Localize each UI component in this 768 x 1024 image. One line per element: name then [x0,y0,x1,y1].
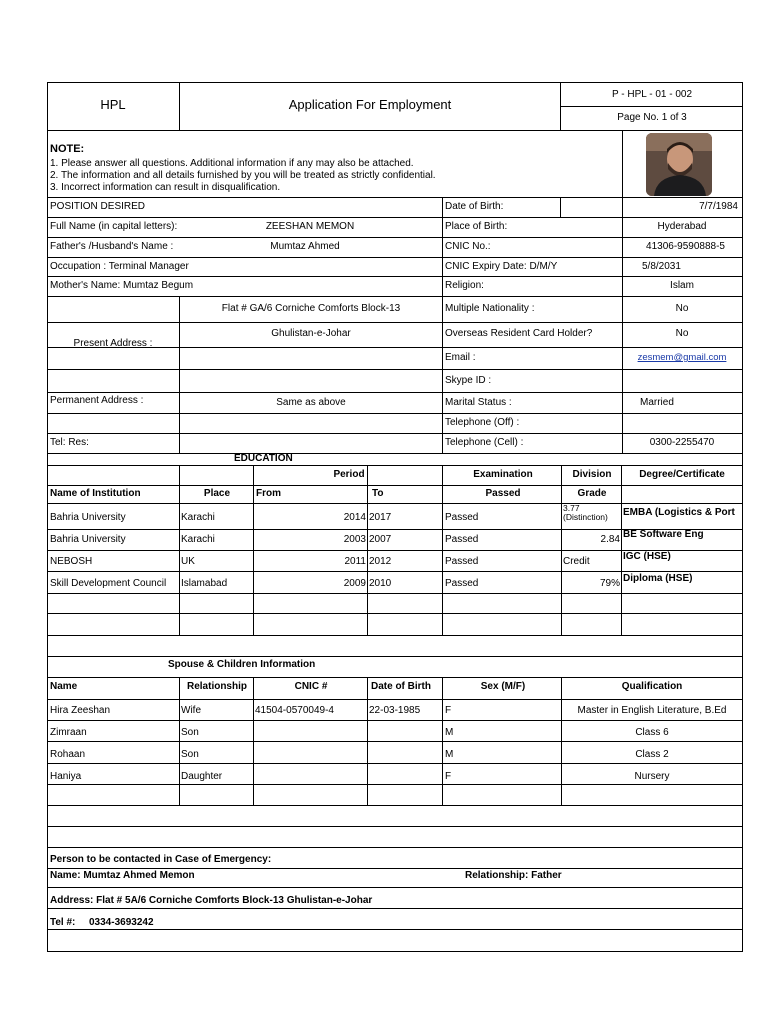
grid-hline [47,826,743,827]
nationality-value: No [675,303,689,314]
family-qualification: Class 6 [635,727,669,738]
emergency-tel-label: Tel #: [50,917,76,928]
grid-vline [179,296,180,453]
edu-to: 2012 [369,556,392,567]
family-name: Haniya [50,771,82,782]
grid-hline [47,720,743,721]
family-sex: F [445,705,452,716]
grid-hline [47,433,743,434]
family-name: Hira Zeeshan [50,705,111,716]
pob-label: Place of Birth: [445,221,508,232]
dob-value: 7/7/1984 [699,201,738,212]
family-qualification: Master in English Literature, B.Ed [577,705,727,716]
family-header-dob: Date of Birth [371,681,431,692]
family-relationship: Son [181,727,199,738]
grid-vline [179,677,180,805]
edu-header-grade: Grade [577,488,607,499]
grid-vline [622,197,623,453]
edu-exam: Passed [445,534,479,545]
edu-from: 2009 [343,578,366,589]
family-relationship: Son [181,749,199,760]
grid-hline [47,593,743,594]
grid-hline [47,369,743,370]
edu-header-place: Place [203,488,231,499]
grid-hline [47,847,743,848]
edu-header-division: Division [572,469,612,480]
applicant-photo [646,133,712,196]
tel-cell-value: 0300-2255470 [649,437,715,448]
edu-grade: 3.77 (Distinction) [563,503,608,522]
family-sex: F [445,771,452,782]
present-address-line-1: Flat # GA/6 Corniche Comforts Block-13 [221,303,401,314]
tel-off-label: Telephone (Off) : [445,417,520,428]
emergency-relationship: Relationship: Father [465,870,562,881]
position-label: POSITION DESIRED [50,201,146,212]
father-value: Mumtaz Ahmed [270,241,340,252]
edu-degree: IGC (HSE) [623,551,671,562]
family-relationship: Wife [181,705,201,716]
skype-label: Skype ID : [445,375,492,386]
occupation: Occupation : Terminal Manager [50,261,189,272]
grid-hline [47,237,743,238]
family-cnic: 41504-0570049-4 [255,705,334,716]
edu-institution: NEBOSH [50,556,93,567]
edu-header-degree: Degree/Certificate [639,469,725,480]
grid-hline [47,197,743,198]
grid-hline [47,635,743,636]
marital-label: Marital Status : [445,397,512,408]
grid-hline [47,784,743,785]
edu-from: 2014 [343,512,366,523]
emergency-address: Address: Flat # 5A/6 Corniche Comforts Block-13 Ghulistan-e-Johar [50,895,373,906]
grid-hline [47,465,743,466]
grid-hline [47,613,743,614]
family-name: Zimraan [50,727,87,738]
form-code: P - HPL - 01 - 002 [611,89,693,100]
grid-vline [622,130,623,197]
permanent-address-label: Permanent Address : [50,395,144,406]
family-dob: 22-03-1985 [369,705,421,716]
cnic-label: CNIC No.: [445,241,491,252]
grid-hline [47,805,743,806]
edu-header-to: To [372,488,384,499]
religion-value: Islam [670,280,694,291]
family-relationship: Daughter [181,771,223,782]
mother-name: Mother's Name: Mumtaz Begum [50,280,194,291]
nationality-label: Multiple Nationality : [445,303,535,314]
grid-vline [253,677,254,805]
marital-value: Married [640,397,674,408]
name-value: ZEESHAN MEMON [265,221,355,232]
grid-vline [560,197,561,217]
grid-hline [47,276,743,277]
cnic-value: 41306-9590888-5 [646,241,725,252]
overseas-label: Overseas Resident Card Holder? [445,328,593,339]
edu-degree: EMBA (Logistics & Port [623,507,735,518]
edu-place: UK [181,556,195,567]
grid-vline [442,465,443,635]
grid-hline [47,699,743,700]
note-line-1: 1. Please answer all questions. Additional information if any may also be attached. [50,158,414,169]
edu-grade: Credit [563,556,590,567]
edu-exam: Passed [445,512,479,523]
form-title: Application For Employment [288,97,452,112]
note-title: NOTE: [50,143,85,155]
edu-place: Islamabad [181,578,228,589]
family-header-cnic: CNIC # [294,681,328,692]
email-link[interactable]: zesmem@gmail.com [637,352,727,363]
dob-label: Date of Birth: [445,201,504,212]
edu-header-passed: Passed [485,488,521,499]
edu-institution: Bahria University [50,534,126,545]
emergency-tel-value: 0334-3693242 [89,917,154,928]
family-header-relationship: Relationship [186,681,247,692]
edu-to: 2017 [369,512,392,523]
edu-grade: 79% [599,578,620,589]
grid-hline [47,656,743,657]
edu-degree: Diploma (HSE) [623,573,693,584]
edu-header-period: Period [333,469,365,480]
grid-hline [47,130,743,131]
grid-hline [47,741,743,742]
edu-degree: BE Software Eng [623,529,704,540]
company-name: HPL [100,97,126,112]
family-title: Spouse & Children Information [168,659,316,670]
grid-vline [367,465,368,635]
note-line-2: 2. The information and all details furnished by you will be treated as strictly confidential. [50,170,436,181]
grid-hline [47,763,743,764]
edu-header-institution: Name of Institution [50,488,141,499]
religion-label: Religion: [445,280,484,291]
family-sex: M [445,727,454,738]
grid-hline [47,453,743,454]
grid-hline [47,217,743,218]
family-header-qualification: Qualification [621,681,683,692]
tel-res-label: Tel: Res: [50,437,89,448]
edu-place: Karachi [181,512,215,523]
edu-exam: Passed [445,556,479,567]
grid-hline [47,485,743,486]
cnic-expiry-value: 5/8/2031 [642,261,681,272]
grid-hline [47,296,743,297]
permanent-address-value: Same as above [276,397,346,408]
grid-hline [47,413,743,414]
grid-vline [367,677,368,805]
edu-header-from: From [256,488,281,499]
grid-hline [47,503,743,504]
edu-place: Karachi [181,534,215,545]
grid-vline [442,197,443,453]
grid-hline [47,571,743,572]
edu-from: 2003 [343,534,366,545]
edu-to: 2007 [369,534,392,545]
present-address-label: Present Address : [73,338,153,349]
grid-vline [442,677,443,805]
grid-hline [47,929,743,930]
email-label: Email : [445,352,476,363]
grid-hline [47,322,743,323]
edu-exam: Passed [445,578,479,589]
family-name: Rohaan [50,749,86,760]
note-line-3: 3. Incorrect information can result in disqualification. [50,182,281,193]
edu-from: 2011 [344,556,366,567]
cnic-expiry-label: CNIC Expiry Date: D/M/Y [445,261,558,272]
grid-hline [47,257,743,258]
overseas-value: No [675,328,689,339]
grid-hline [47,677,743,678]
grid-hline [47,908,743,909]
edu-header-exam: Examination [473,469,533,480]
name-label: Full Name (in capital letters): [50,221,178,232]
edu-grade: 2.84 [600,534,620,545]
emergency-title: Person to be contacted in Case of Emergency: [50,854,272,865]
grid-hline [47,392,743,393]
family-qualification: Class 2 [635,749,669,760]
tel-cell-label: Telephone (Cell) : [445,437,524,448]
grid-vline [561,677,562,805]
grid-hline [560,106,743,107]
emergency-name: Name: Mumtaz Ahmed Memon [50,870,195,881]
edu-institution: Skill Development Council [50,578,167,589]
pob-value: Hyderabad [657,221,707,232]
grid-hline [47,887,743,888]
family-sex: M [445,749,454,760]
education-title: EDUCATION [234,453,293,464]
family-header-sex: Sex (M/F) [480,681,526,692]
page-number: Page No. 1 of 3 [617,112,687,123]
father-label: Father's /Husband's Name : [50,241,174,252]
family-header-name: Name [50,681,78,692]
edu-institution: Bahria University [50,512,126,523]
grid-hline [47,868,743,869]
family-qualification: Nursery [634,771,670,782]
present-address-line-2: Ghulistan-e-Johar [271,328,351,339]
edu-to: 2010 [369,578,392,589]
